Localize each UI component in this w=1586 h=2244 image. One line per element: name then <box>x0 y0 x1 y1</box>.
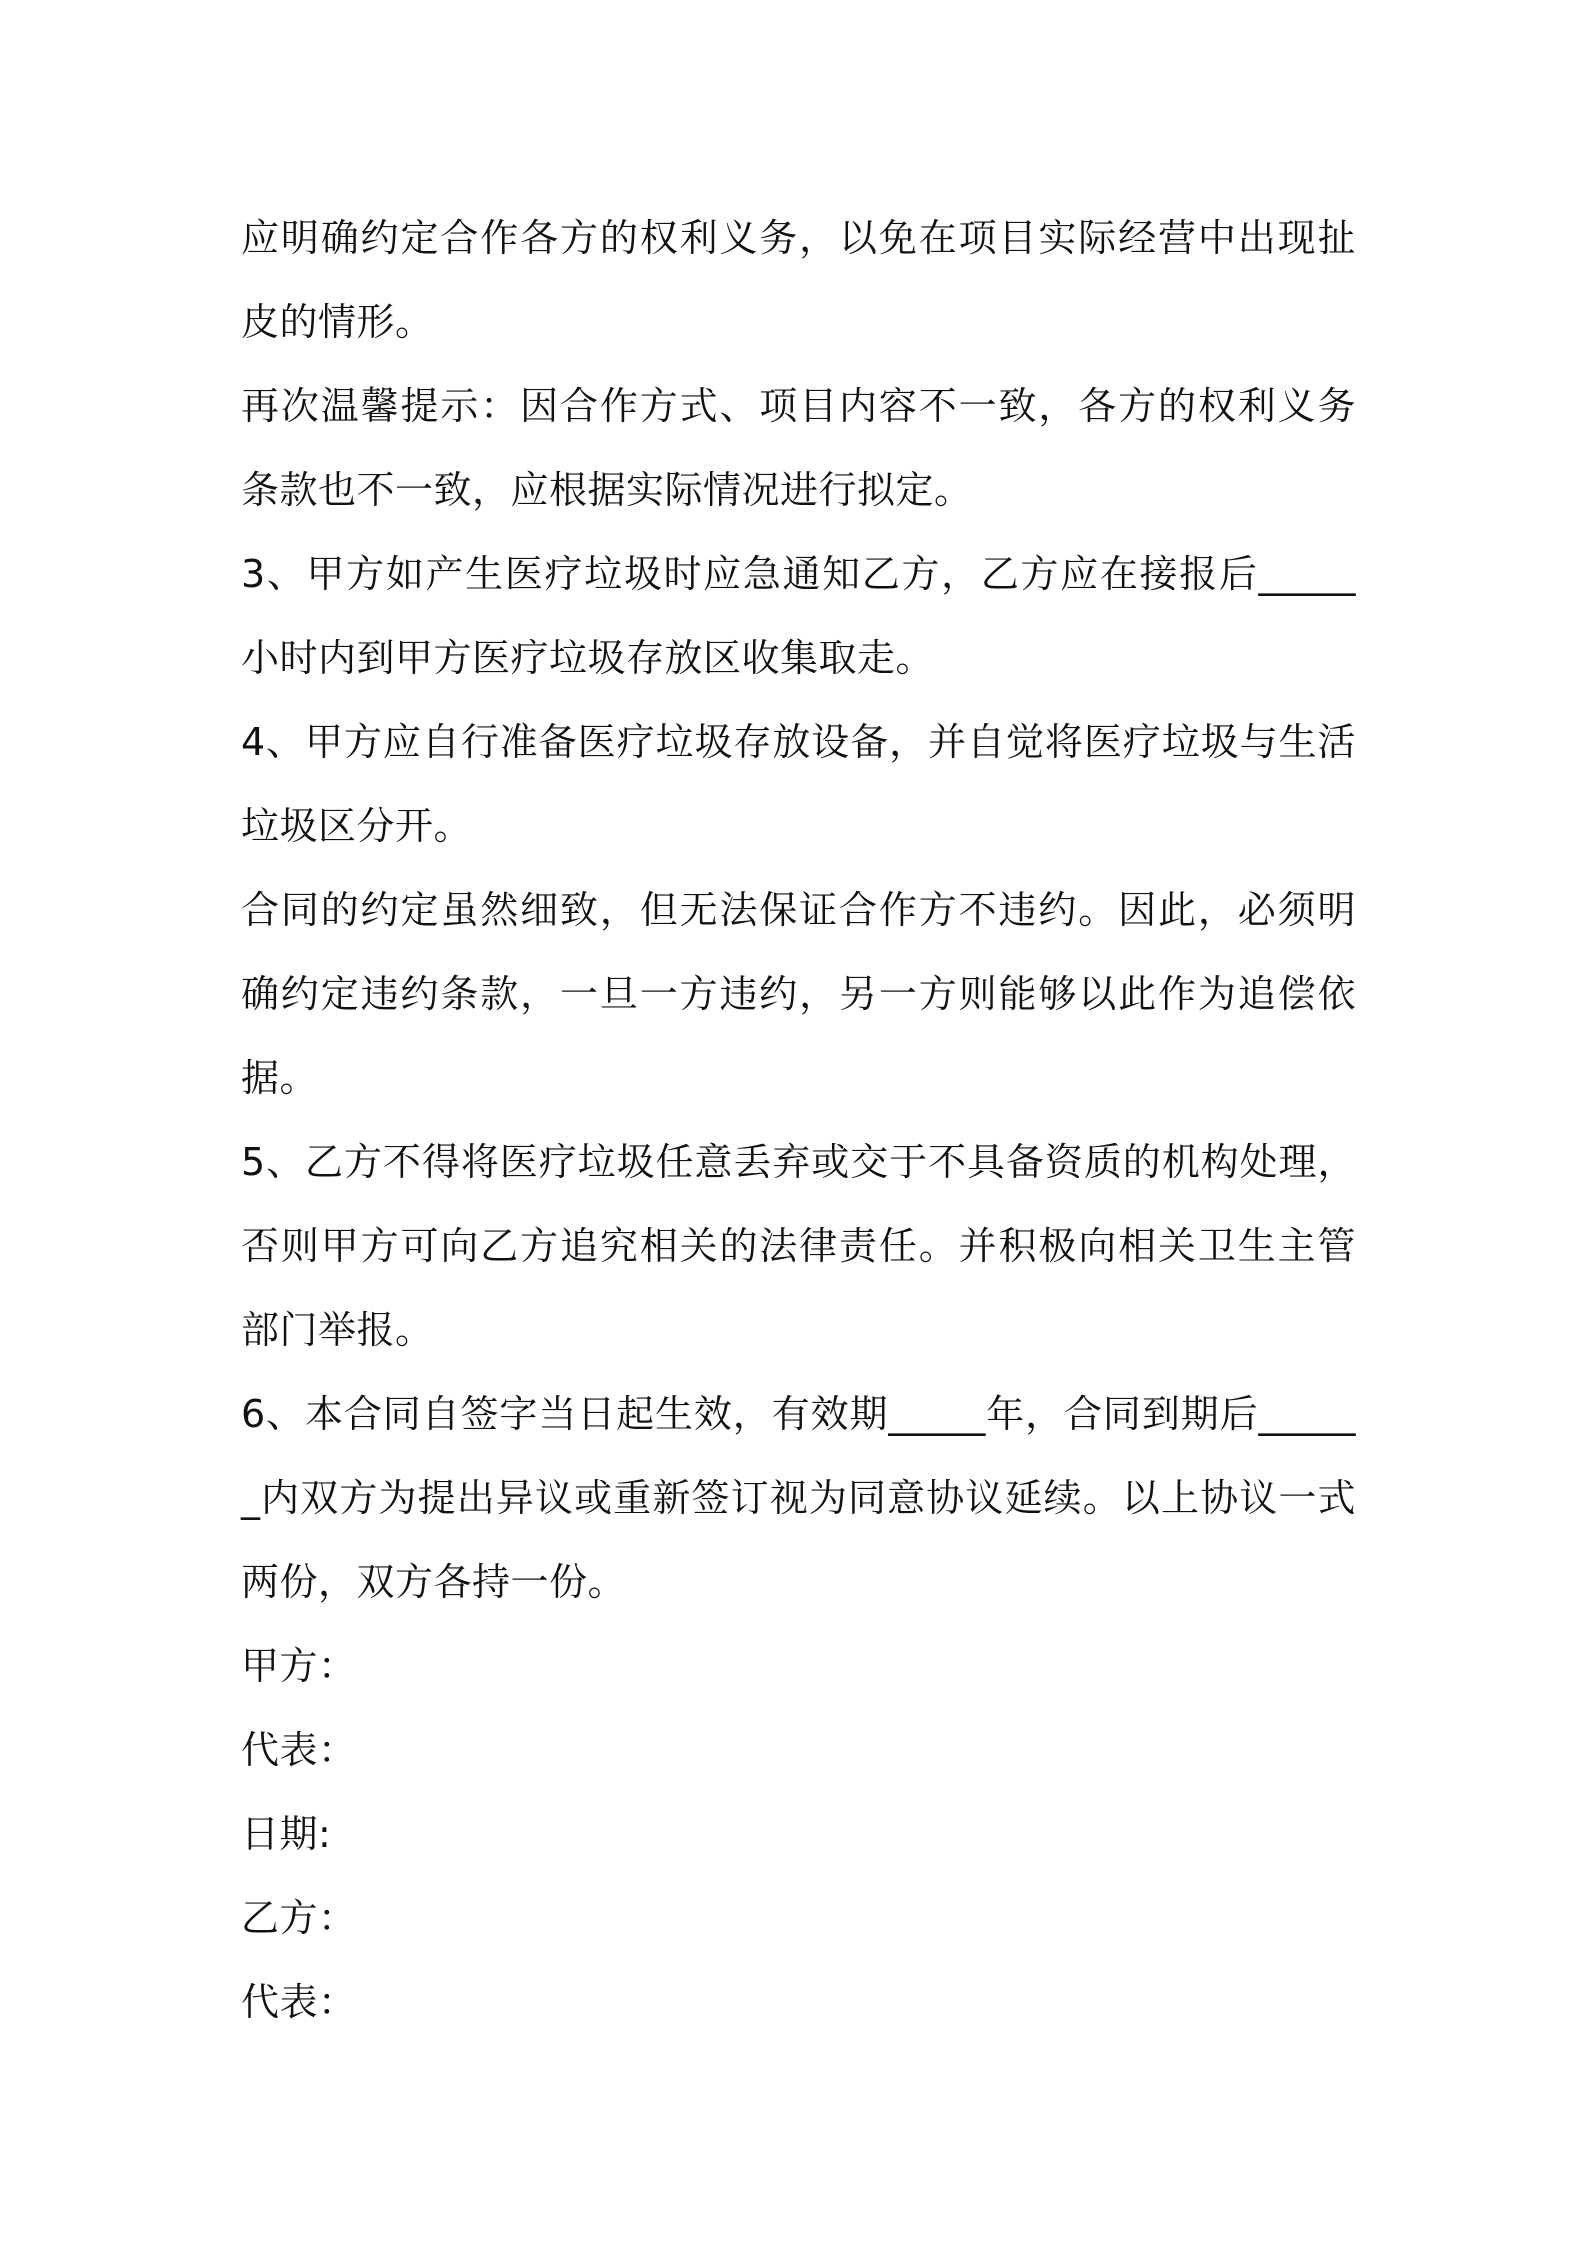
paragraph-rights-obligations: 应明确约定合作各方的权利义务，以免在项目实际经营中出现扯皮的情形。 <box>241 216 1356 344</box>
clause-6: 6、本合同自签字当日起生效，有效期_____年，合同到期后______内双方为提出异议或重新签订视为同意协议延续。以上协议一式两份，双方各持一份。 <box>241 1392 1356 1604</box>
clause-5: 5、乙方不得将医疗垃圾任意丢弃或交于不具备资质的机构处理，否则甲方可向乙方追究相关的法律责任。并积极向相关卫生主管部门举报。 <box>241 1140 1356 1352</box>
document-body <box>241 196 1356 2044</box>
date-label: 日期: <box>241 1812 332 1856</box>
party-b-label: 乙方： <box>241 1896 357 1940</box>
signature-block <box>241 1624 1356 2044</box>
paragraph-breach-note: 合同的约定虽然细致，但无法保证合作方不违约。因此，必须明确约定违约条款，一旦一方违约，另一方则能够以此作为追偿依据。 <box>241 888 1356 1100</box>
party-a-label: 甲方： <box>241 1644 357 1688</box>
representative-b-label: 代表： <box>241 1980 357 2024</box>
clause-3: 3、甲方如产生医疗垃圾时应急通知乙方，乙方应在接报后_____小时内到甲方医疗垃圾存放区收集取走。 <box>241 552 1356 680</box>
clause-4: 4、甲方应自行准备医疗垃圾存放设备，并自觉将医疗垃圾与生活垃圾区分开。 <box>241 720 1356 848</box>
representative-a-label: 代表： <box>241 1728 357 1772</box>
paragraph-reminder: 再次温馨提示：因合作方式、项目内容不一致，各方的权利义务条款也不一致，应根据实际情况进行拟定。 <box>241 384 1356 512</box>
